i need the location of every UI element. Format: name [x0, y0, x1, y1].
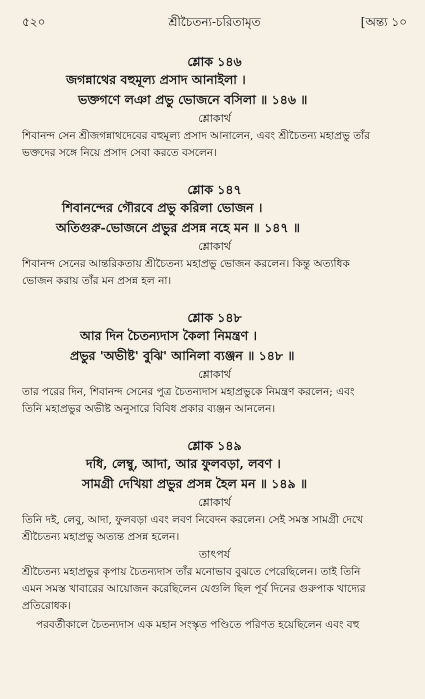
purport-text: [22, 617, 407, 634]
verse-line: সামগ্রী দেখিয়া প্রভুর প্রসন্ন হৈল মন ॥ ১৪৯ ॥: [82, 476, 308, 491]
text-line: পরবর্তীকালে চৈতন্যদাস এক মহান সংস্কৃত পণ্ডিতে পরিণত হয়েছিলেন এবং বহু: [36, 619, 360, 631]
verse-line: জগন্নাথের বহুমূল্য প্রসাদ আনাইলা ।: [66, 72, 246, 87]
translation-label: শ্লোকার্থ: [198, 240, 231, 253]
text-line: ভোজন করায় তাঁর মন প্রসন্ন হল না।: [22, 275, 172, 287]
translation-text: [22, 256, 407, 290]
verse-line: ভক্তগণে লঞা প্রভু ভোজনে বসিলা ॥ ১৪৬ ॥: [78, 92, 308, 107]
translation-text: [22, 128, 407, 162]
verse-heading: শ্লোক ১৪৯: [187, 438, 242, 453]
text-line: ভক্তদের সঙ্গে নিয়ে প্রসাদ সেবা করতে বসলেন।: [22, 147, 217, 159]
verse-line: শিবানন্দের গৌরবে প্রভু করিলা ভোজন ।: [62, 200, 263, 215]
page-header: [22, 12, 407, 32]
text-line: শিবানন্দ সেন শ্রীজগন্নাথদেবের বহুমূল্য প্রসাদ আনালেন, এবং শ্রীচৈতন্য মহাপ্রভু তাঁর: [22, 130, 370, 142]
text-line: শ্রীচৈতন্য মহাপ্রভু অত্যন্ত প্রসন্ন হলেন।: [22, 531, 180, 543]
text-line: তিনি মহাপ্রভুর অভীষ্ট অনুসারে বিবিধ প্রকার ব্যঞ্জন আনলেন।: [22, 403, 276, 415]
verse-line: আর দিন চৈতন্যদাস কৈলা নিমন্ত্রণ ।: [80, 328, 257, 343]
text-line: প্রতিরোধক।: [22, 600, 71, 612]
verse-line: অতিগুরু-ভোজনে প্রভুর প্রসন্ন নহে মন ॥ ১৪৭ ॥: [56, 220, 300, 235]
verse-heading: শ্লোক ১৪৭: [187, 182, 242, 197]
translation-text: [22, 384, 407, 418]
translation-label: শ্লোকার্থ: [198, 496, 231, 509]
purport-label: তাৎপর্য: [198, 548, 231, 561]
chapter-marker: [অন্ত্য ১০: [360, 15, 407, 29]
verse-line: দধি, লেম্বু, আদা, আর ফুলবড়া, লবণ ।: [86, 456, 281, 471]
running-title: শ্রীচৈতন্য-চরিতামৃত: [168, 15, 261, 29]
purport-text: [22, 564, 407, 615]
text-line: এমন সমস্ত খাবারের আয়োজন করেছিলেন যেগুলি ছিল পূর্ব দিনের গুরুপাক খাদ্যের: [22, 583, 366, 595]
verse-heading: শ্লোক ১৪৬: [187, 54, 242, 69]
text-line: তিনি দই, লেবু, আদা, ফুলবড়া এবং লবণ নিবেদন করলেন। সেই সমস্ত সামগ্রী দেখে: [22, 514, 364, 526]
page-number: ৫২০: [22, 15, 46, 29]
text-line: শিবানন্দ সেনের আন্তরিকতায় শ্রীচৈতন্য মহাপ্রভু ভোজন করলেন। কিন্তু অত্যধিক: [22, 258, 350, 270]
text-line: তার পরের দিন, শিবানন্দ সেনের পুত্র চৈতন্যদাস মহাপ্রভুকে নিমন্ত্রণ করলেন; এবং: [22, 386, 355, 398]
translation-label: শ্লোকার্থ: [198, 112, 231, 125]
verse-heading: শ্লোক ১৪৮: [187, 310, 242, 325]
text-line: শ্রীচৈতন্য মহাপ্রভুর কৃপায় চৈতন্যদাস তাঁর মনোভাব বুঝতে পেরেছিলেন। তাই তিনি: [22, 566, 361, 578]
verse-line: প্রভুর 'অভীষ্ট' বুঝি' আনিলা ব্যঞ্জন ॥ ১৪৮ ॥: [70, 348, 295, 363]
translation-text: [22, 512, 407, 546]
translation-label: শ্লোকার্থ: [198, 368, 231, 381]
